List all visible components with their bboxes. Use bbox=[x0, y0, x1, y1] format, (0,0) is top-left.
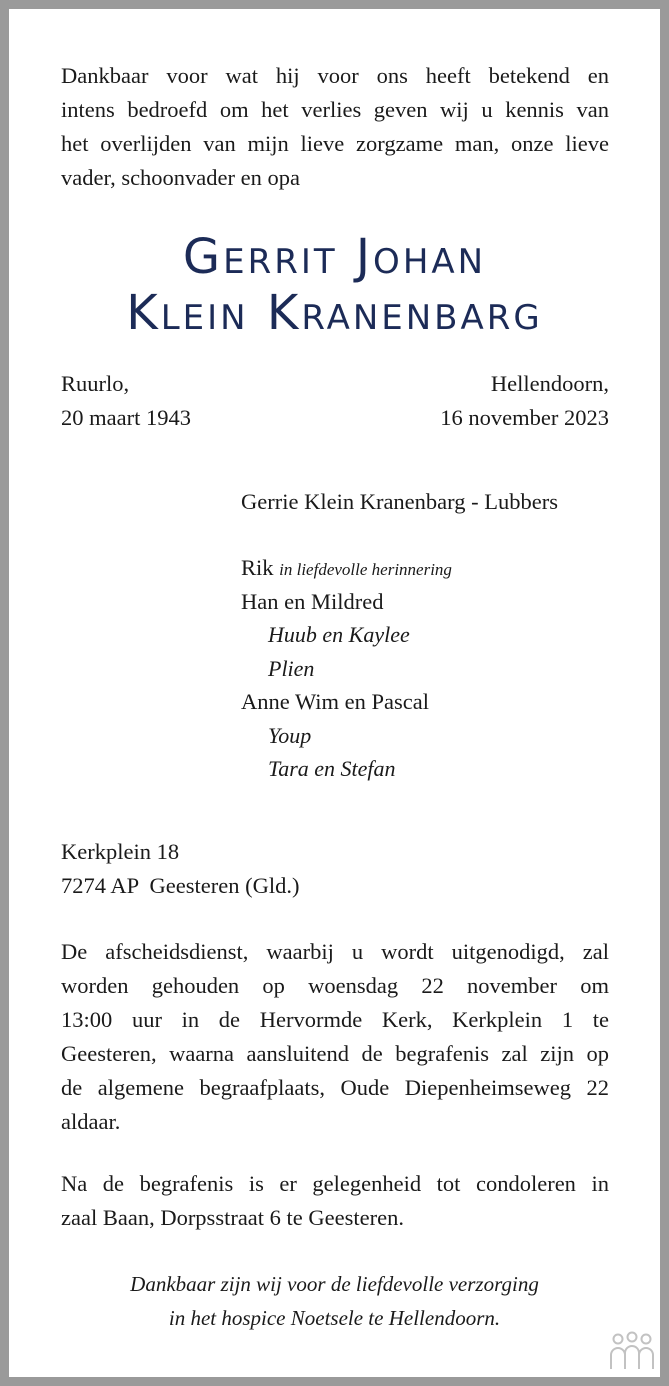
death-place: Hellendoorn, bbox=[490, 371, 609, 396]
birth-info bbox=[61, 367, 191, 435]
service-line: worden gehouden op woensdag 22 november om bbox=[61, 973, 609, 998]
family-grandchild-3-name: Youp bbox=[268, 723, 312, 748]
address-city: 7274 AP Geesteren (Gld.) bbox=[61, 873, 300, 898]
family-grandchild-2 bbox=[268, 652, 314, 685]
family-grandchild-3 bbox=[268, 719, 311, 752]
intro-line: intens bedroefd om het verlies geven wij u kennis van bbox=[61, 97, 609, 122]
family-rik-name: Rik bbox=[241, 555, 274, 580]
obituary-card bbox=[9, 9, 660, 1377]
people-group-icon bbox=[608, 1331, 656, 1371]
closing-line-1: Dankbaar zijn wij voor de liefdevolle verzorging bbox=[130, 1272, 539, 1296]
intro-line: het overlijden van mijn lieve zorgzame man, onze lieve bbox=[61, 131, 609, 156]
service-line: de algemene begraafplaats, Oude Diepenheimseweg 22 bbox=[61, 1075, 609, 1100]
family-grandchild-4-name: Tara en Stefan bbox=[268, 756, 396, 781]
family-grandchild-1 bbox=[268, 618, 410, 651]
service-line: 13:00 uur in de Hervormde Kerk, Kerkplein 1 te bbox=[61, 1007, 609, 1032]
intro-line: Dankbaar voor wat hij voor ons heeft betekend en bbox=[61, 63, 609, 88]
birth-date: 20 maart 1943 bbox=[61, 405, 191, 430]
service-paragraph bbox=[61, 935, 609, 1139]
service-line: De afscheidsdienst, waarbij u wordt uitgenodigd, zal bbox=[61, 939, 609, 964]
family-rik-note: in liefdevolle herinnering bbox=[279, 560, 452, 579]
family-rik bbox=[241, 551, 452, 586]
family-child-2: Anne Wim en Pascal bbox=[241, 689, 430, 714]
family-child-1: Han en Mildred bbox=[241, 589, 384, 614]
service-line: Geesteren, waarna aansluitend de begrafenis zal zijn op bbox=[61, 1041, 609, 1066]
family-grandchild-4 bbox=[268, 752, 396, 785]
condolence-line: Na de begrafenis is er gelegenheid tot condoleren in bbox=[61, 1171, 609, 1196]
closing-line-2: in het hospice Noetsele te Hellendoorn. bbox=[168, 1306, 501, 1330]
service-line: aldaar. bbox=[61, 1109, 121, 1134]
intro-line: vader, schoonvader en opa bbox=[61, 165, 300, 190]
death-info bbox=[440, 367, 609, 435]
address-street: Kerkplein 18 bbox=[61, 839, 180, 864]
deceased-first-names: Gerrit Johan bbox=[182, 229, 487, 285]
spouse-name: Gerrie Klein Kranenbarg - Lubbers bbox=[241, 489, 558, 514]
intro-paragraph bbox=[61, 59, 609, 195]
condolence-line: zaal Baan, Dorpsstraat 6 te Geesteren. bbox=[61, 1205, 404, 1230]
family-grandchild-2-name: Plien bbox=[268, 656, 315, 681]
condolence-paragraph bbox=[61, 1167, 609, 1235]
death-date: 16 november 2023 bbox=[440, 405, 609, 430]
address-block bbox=[61, 835, 300, 903]
birth-place: Ruurlo, bbox=[61, 371, 130, 396]
family-grandchild-1-name: Huub en Kaylee bbox=[268, 622, 410, 647]
deceased-surname: Klein Kranenbarg bbox=[126, 285, 543, 341]
